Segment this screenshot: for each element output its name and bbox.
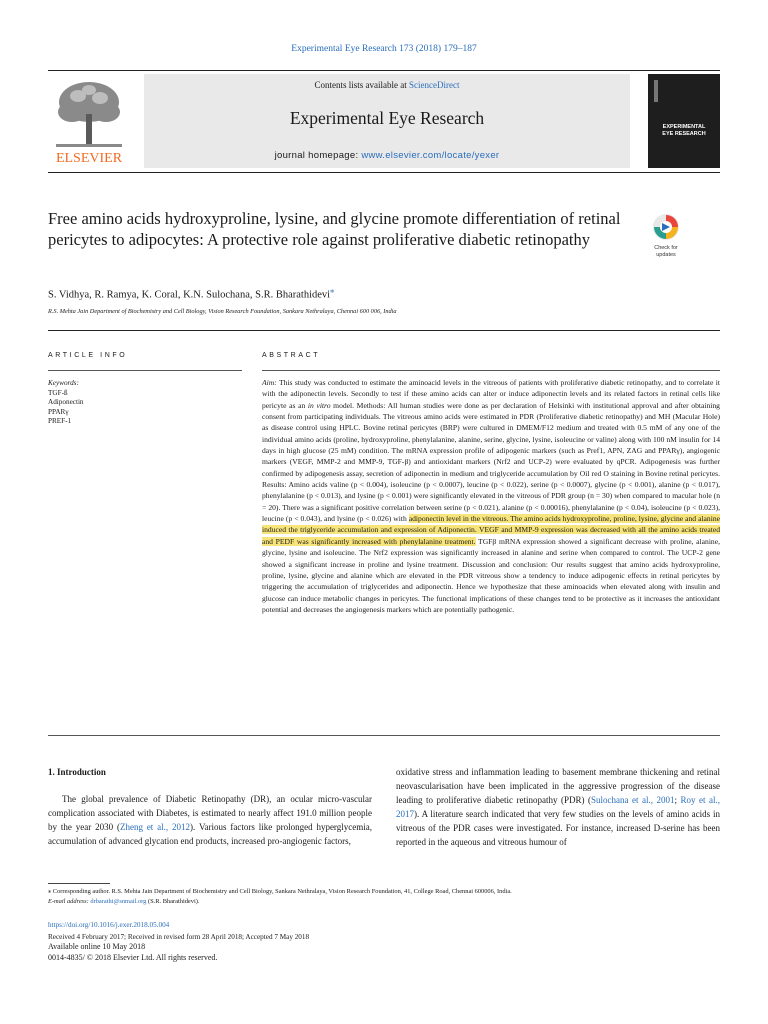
intro-text: oxidative stress and inflammation leading to basement membrane thickening and retinal neovascularisation have been implicated in the aggressive progression of the disease leading to proliferative diabetic retinopathy (PDR) (	[396, 767, 720, 805]
email-suffix: (S.R. Bharathidevi).	[146, 898, 200, 905]
affiliation: R.S. Mehta Jain Department of Biochemistry and Cell Biology, Vision Research Foundation, Sankara Nethralaya, Chennai 600 006, India	[48, 308, 397, 315]
cover-text-line1: EXPERIMENTAL	[662, 124, 706, 130]
abstract-heading: ABSTRACT	[262, 352, 321, 359]
homepage-link[interactable]: www.elsevier.com/locate/yexer	[361, 150, 500, 161]
header-divider	[48, 330, 720, 331]
check-badge-line1: Check for	[654, 245, 678, 251]
article-title: Free amino acids hydroxyproline, lysine, and glycine promote differentiation of retinal pericytes to adipocytes: A protective role against proliferative diabetic retinopathy	[48, 209, 621, 249]
introduction-paragraph-continued	[396, 766, 720, 849]
author-list	[48, 286, 648, 301]
footnote	[48, 887, 720, 907]
author-names: S. Vidhya, R. Ramya, K. Coral, K.N. Sulochana, S.R. Bharathidevi	[48, 289, 331, 301]
citation-link[interactable]: Zheng et al., 2012	[119, 821, 191, 832]
keyword-item: PPARγ	[48, 407, 69, 416]
corresponding-author-link[interactable]: ⁎	[330, 286, 335, 295]
intro-text: ). Various factors like prolonged hyperglycemia, accumulation of advanced glycation end products, increased pro-angiogenic factors,	[48, 821, 373, 846]
footnote-email-line	[48, 897, 720, 907]
keywords-block	[48, 379, 238, 427]
abstract-text-part3: TGFβ mRNA expression showed a significant decrease with proline, alanine, glycine, lysine and isoleucine. The Nrf2 expression was significantly increased in alanine and serine when compared to control. The UCP-2 gene showed a significant increase in proline and lysine treatment. Discussion and conclusion: Our results suggest that amino acids hydroxyproline, proline, lysine, glycine and alanine which are elevated in the PDR vitreous show a tendency to induce adipogenic effects in retinal pericytes by triggering the accumulation of triglycerides and adiponectin. Hence we hypothesize that these aminoacids when elevated along with insulin and glucose can induce metabolic changes in pericytes. The functional implications of these changes tend to be protective as it increases the antioxidant potential and decreases the angiogenesis markers which are potentially pathogenic.	[262, 536, 720, 614]
citation-link[interactable]: Sulochana et al., 2001	[590, 794, 675, 805]
abstract-body	[262, 377, 720, 615]
body-column-left	[48, 766, 372, 849]
journal-reference-link[interactable]: Experimental Eye Research 173 (2018) 179–187	[291, 44, 477, 54]
check-for-updates-button[interactable]	[646, 212, 686, 260]
journal-name[interactable]: Experimental Eye Research	[289, 108, 485, 128]
citation-separator: ;	[674, 794, 681, 805]
footnote-corresponding	[48, 887, 720, 897]
abstract-rule	[262, 370, 720, 371]
doi-link[interactable]: https://doi.org/10.1016/j.exer.2018.05.004	[48, 921, 170, 929]
received-dates: Received 4 February 2017; Received in revised form 28 April 2018; Accepted 7 May 2018	[48, 933, 310, 941]
homepage-prefix: journal homepage:	[274, 150, 362, 161]
article-info-rule	[48, 370, 242, 371]
abstract-text-part2: model. Methods: All human studies were done as per declaration of Helsinki with institutional approval and after obtaining consent from participating individuals. The vitreous amino acids were estimated in PDR (Proliferative diabetic retinopathy) and MH (Macular Hole) as disease control using HPLC. Bovine retinal pericytes (BRP) were cultured in DMEM/F12 medium and treated with 0.5 mM of any one of the individual amino acids (proline, hydroxyproline, phenylalanine, alanine, serine, glycine, lysine, isoleucine or valine) along with 100 nM insulin for 14 days in high glucose (25 mM) condition. The mRNA expression profile of adipogenic markers (such as Pref1, APN, ZAG and PPARγ), angiogenic markers (VEGF, MMP-2 and MMP-9, TGF-β) and antioxidant markers (Nrf2 and UCP-2) were evaluated by qPCR. Adipogenesis was further confirmed by adipogenesis assay, secretion of adiponectin in medium and triglyceride accumulation by Oil red O staining in Bovine retinal pericytes. Results: Amino acids valine (p < 0.004), isoleucine (p < 0.0007), leucine (p < 0.022), serine (p < 0.0007), glycine (p < 0.001), alanine (p < 0.017), phenylalanine (p < 0.013), and lysine (p < 0.001) were significantly elevated in the vitreous of PDR group (n = 30) when compared to macular hole (n = 20). There was a significant positive correlation between serine (p < 0.021), alanine (p < 0.00016), phenylalanine (p < 0.04), isoleucine (p < 0.023), leucine (p < 0.043), and lysine (p < 0.026) with	[262, 400, 720, 524]
elsevier-logo[interactable]	[48, 74, 130, 166]
body-column-right	[396, 766, 720, 849]
masthead-bottom-rule	[48, 172, 720, 173]
check-for-updates-icon	[646, 212, 686, 260]
cover-text	[648, 124, 720, 138]
footnote-text: Corresponding author. R.S. Mehta Jain Department of Biochemistry and Cell Biology, Sankara Nethralaya, Vision Research Foundation, 41, College Road, Chennai 600006, India.	[51, 888, 512, 895]
contents-prefix: Contents lists available at	[314, 80, 409, 90]
journal-cover-thumbnail[interactable]	[648, 74, 720, 168]
introduction-heading: 1. Introduction	[48, 767, 106, 777]
citation-link[interactable]: Roy et al., 2017	[396, 794, 720, 819]
footnote-rule	[48, 883, 110, 884]
cover-text-line2: EYE RESEARCH	[662, 131, 706, 137]
introduction-paragraph	[48, 793, 372, 849]
intro-text: ). A literature search indicated that very few studies on the levels of amino acids in vitreous of the PDR cases were investigated. For instance, increased D-serine has been reported in the aqueous and vitreous humour of	[396, 808, 720, 847]
email-link[interactable]: drbarathi@snmail.org	[90, 898, 147, 905]
copyright: 0014-4835/ © 2018 Elsevier Ltd. All rights reserved.	[48, 953, 218, 962]
cover-stripe	[654, 80, 658, 102]
email-label: E-mail address:	[48, 898, 89, 905]
masthead-top-rule	[48, 70, 720, 71]
abstract-in-vitro: in vitro	[307, 400, 331, 410]
sciencedirect-link[interactable]: ScienceDirect	[409, 80, 460, 90]
footnote-mark: ⁎	[48, 888, 52, 895]
abstract-text-part1: This study was conducted to estimate the aminoacid levels in the vitreous of patients with proliferative diabetic retinopathy, and to correlate it with the adiponectin levels. Secondly to test if these amino acids can alter or induce adiponectin levels and its related factors in retinal cells like pericyte as an	[262, 378, 720, 410]
keyword-item: Adiponectin	[48, 398, 84, 407]
article-info-heading: ARTICLE INFO	[48, 352, 128, 359]
intro-text: The global prevalence of Diabetic Retinopathy (DR), an ocular micro-vascular complication associated with Diabetes, is estimated to nearly affect 191.0 million people by the year 2030 (	[48, 793, 372, 832]
abstract-aim-label: Aim:	[262, 378, 277, 387]
online-date: Available online 10 May 2018	[48, 942, 146, 951]
homepage-line	[144, 150, 630, 161]
elsevier-logo-text: ELSEVIER	[55, 151, 123, 166]
abstract-highlight[interactable]: adiponectin level in the vitreous. The amino acids hydroxyproline, proline, lysine, glycine and alanine induced the triglyceride accumulation and expression of Adiponectin. VEGF and MMP-9 expression was decreased with all the amino acids treated and PEDF was significantly increased with phenylalanine treatment.	[262, 514, 720, 546]
keywords-heading: Keywords:	[48, 379, 79, 387]
abstract-bottom-rule	[48, 735, 720, 736]
keyword-item: TGF-ß	[48, 388, 68, 397]
contents-line	[144, 80, 630, 90]
keyword-item: PREF-1	[48, 417, 72, 426]
check-badge-line2: updates	[656, 252, 676, 258]
